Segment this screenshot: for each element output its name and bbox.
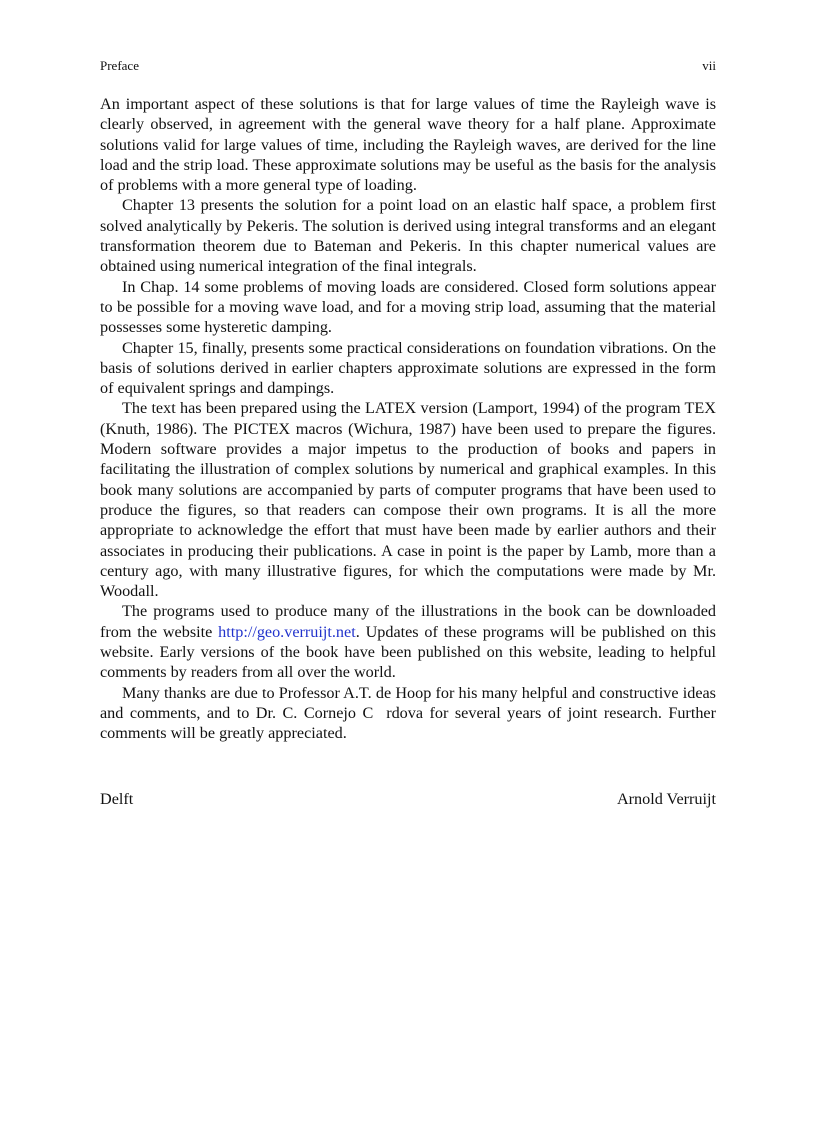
section-title: Preface [100,58,139,73]
programs-text-start: The programs used to produce many of the illustrations in the book can be downloaded from the website [100,602,716,641]
programs-text-end: . Updates of these programs will be published on this website. Early versions of the book have been published on this website, leading to helpful comments by readers from all over the world. [100,622,716,682]
page-number: vii [702,58,716,73]
paragraph-chapter-13: Chapter 13 presents the solution for a point load on an elastic half space, a problem first solved analytically by Pekeris. The solution is derived using integral transforms and an elegant transformation theorem due to Bateman and Pekeris. In this chapter numerical values are obtained using numerical integration of the final integrals. [100,196,716,276]
website-link[interactable]: http://geo.verruijt.net [218,622,356,641]
paragraph-rayleigh: An important aspect of these solutions is that for large values of time the Rayleigh wave is clearly observed, in agreement with the general wave theory for a half plane. Approximate solutions valid for large values of time, including the Rayleigh waves, are derived for the line load and the strip load. These approximate solutions may be useful as the basis for the analysis of problems with a more general type of loading. [100,95,716,195]
signature-author: Arnold Verruijt [616,790,716,808]
paragraph-typesetting: The text has been prepared using the LATEX version (Lamport, 1994) of the program TEX (Knuth, 1986). The PICTEX macros (Wichura, 1987) have been used to prepare the figures. Modern software provides a major impetus to the production of books and papers in facilitating the illustration of complex solutions by numerical and graphical examples. In this book many solutions are accompanied by parts of computer programs that have been used to produce the figures, so that readers can compose their own programs. It is all the more appropriate to acknowledge the effort that must have been made by earlier authors and their associates in producing their publications. A case in point is the paper by Lamb, more than a century ago, with many illustrative figures, for which the computations were made by Mr. Woodall. [100,399,716,601]
paragraph-chapter-14: In Chap. 14 some problems of moving loads are considered. Closed form solutions appear to be possible for a moving wave load, and for a moving strip load, assuming that the material possesses some hysteretic damping. [100,277,716,337]
paragraph-programs [100,601,716,682]
preface-body [100,94,716,744]
paragraph-acknowledgements: Many thanks are due to Professor A.T. de Hoop for his many helpful and constructive ideas and comments, and to Dr. C. Cornejo C rdova for several years of joint research. Further comments will be greatly appreciated. [100,683,716,743]
signature-place: Delft [100,790,134,808]
paragraph-chapter-15: Chapter 15, finally, presents some practical considerations on foundation vibrations. On the basis of solutions derived in earlier chapters approximate solutions are expressed in the form of equivalent springs and dampings. [100,338,716,398]
